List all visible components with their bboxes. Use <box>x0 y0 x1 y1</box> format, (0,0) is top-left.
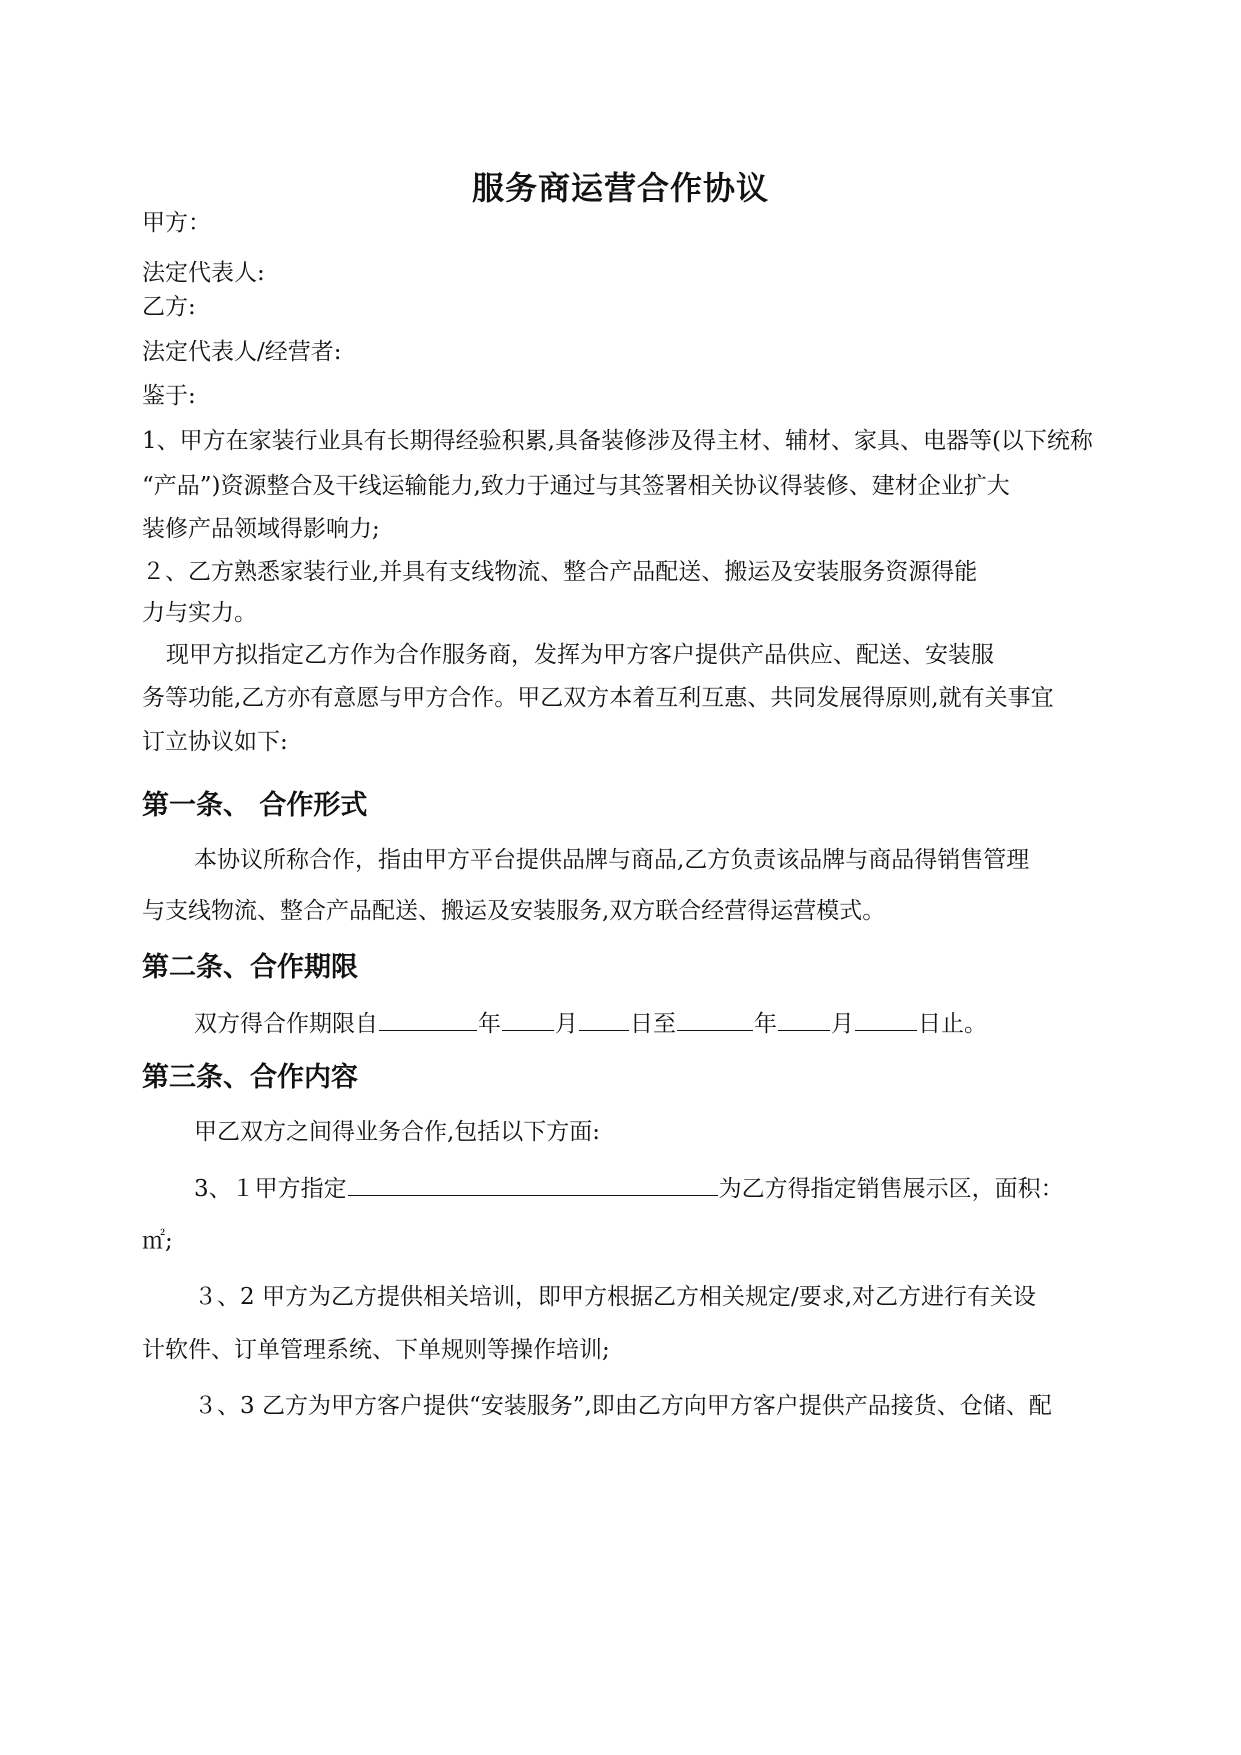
article3-item1-line <box>194 1171 1064 1204</box>
end-month-blank[interactable] <box>778 1006 830 1031</box>
article3-item3-line-1: ３、3 乙方为甲方客户提供“安装服务”,即由乙方向甲方客户提供产品接货、仓储、配 <box>194 1393 1052 1419</box>
clause2-line-2: 力与实力。 <box>142 600 257 626</box>
month-label-1: 月 <box>555 1011 578 1037</box>
article1-body-line-2: 与支线物流、整合产品配送、搬运及安装服务,双方联合经营得运营模式。 <box>142 898 886 924</box>
article1-body-line-1: 本协议所称合作，指由甲方平台提供品牌与商品,乙方负责该品牌与商品得销售管理 <box>194 847 1030 873</box>
start-year-blank[interactable] <box>379 1006 477 1031</box>
term-prefix: 双方得合作期限自 <box>194 1011 378 1037</box>
clause1-line-2: “产品”)资源整合及干线运输能力,致力于通过与其签署相关协议得装修、建材企业扩大 <box>142 473 1010 499</box>
start-month-blank[interactable] <box>502 1006 554 1031</box>
party-b-representative-label: 法定代表人/经营者: <box>142 339 342 365</box>
article3-item2-line-2: 计软件、订单管理系统、下单规则等操作培训; <box>142 1337 610 1363</box>
item1-prefix: 3、１甲方指定 <box>194 1176 347 1202</box>
clause2-line-1: ２、乙方熟悉家装行业,并具有支线物流、整合产品配送、搬运及安装服务资源得能 <box>142 559 978 585</box>
end-year-blank[interactable] <box>677 1006 753 1031</box>
intro-line-1: 现甲方拟指定乙方作为合作服务商，发挥为甲方客户提供产品供应、配送、安装服 <box>166 642 994 668</box>
item1-suffix: 为乙方得指定销售展示区，面积： <box>718 1176 1064 1202</box>
day-end-label: 日止。 <box>918 1011 987 1037</box>
month-label-2: 月 <box>831 1011 854 1037</box>
whereas-label: 鉴于: <box>142 383 196 409</box>
start-day-blank[interactable] <box>579 1006 629 1031</box>
article3-heading: 第三条、合作内容 <box>142 1062 358 1093</box>
intro-line-2: 务等功能,乙方亦有意愿与甲方合作。甲乙双方本着互利互惠、共同发展得原则,就有关事宜 <box>142 685 1054 711</box>
day-to-label: 日至 <box>630 1011 676 1037</box>
document-title: 服务商运营合作协议 <box>471 169 769 207</box>
party-a-representative-label: 法定代表人: <box>142 260 265 286</box>
article3-intro: 甲乙双方之间得业务合作,包括以下方面: <box>194 1119 601 1145</box>
display-area-blank[interactable] <box>348 1171 718 1196</box>
intro-line-3: 订立协议如下: <box>142 729 288 755</box>
year-label-1: 年 <box>478 1011 501 1037</box>
article3-item1-unit: ㎡; <box>142 1228 173 1254</box>
party-b-label: 乙方: <box>142 294 196 320</box>
party-a-label: 甲方： <box>142 210 211 236</box>
article2-term-line <box>194 1006 987 1039</box>
article1-heading: 第一条、 合作形式 <box>142 790 368 821</box>
clause1-line-1: 1、甲方在家装行业具有长期得经验积累,具备装修涉及得主材、辅材、家具、电器等(以下统称 <box>142 428 1093 454</box>
year-label-2: 年 <box>754 1011 777 1037</box>
article2-heading: 第二条、合作期限 <box>142 952 358 983</box>
article3-item2-line-1: ３、2 甲方为乙方提供相关培训，即甲方根据乙方相关规定/要求,对乙方进行有关设 <box>194 1284 1037 1310</box>
clause1-line-3: 装修产品领域得影响力; <box>142 516 380 542</box>
end-day-blank[interactable] <box>855 1006 917 1031</box>
